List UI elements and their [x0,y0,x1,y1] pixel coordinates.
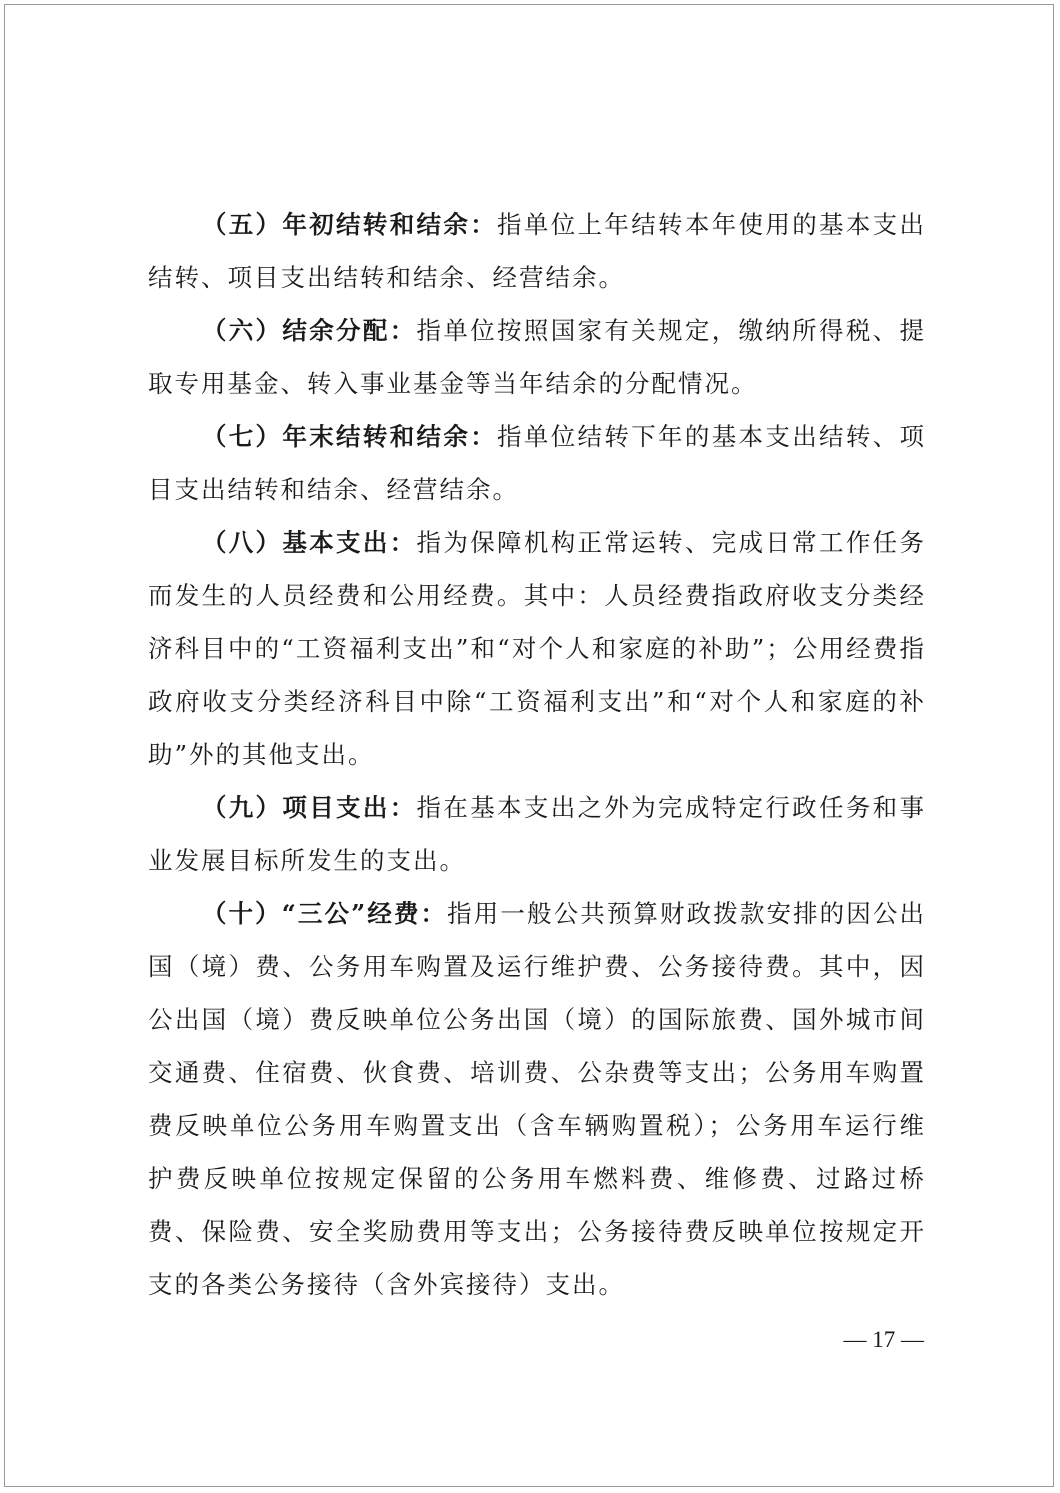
term-definition: 指用一般公共预算财政拨款安排的因公出国（境）费、公务用车购置及运行维护费、公务接待费。其中，因公出国（境）费反映单位公务出国（境）的国际旅费、国外城市间交通费、住宿费、伙食费、培训费、公杂费等支出；公务用车购置费反映单位公务用车购置支出（含车辆购置税）；公务用车运行维护费反映单位按规定保留的公务用车燃料费、维修费、过路过桥费、保险费、安全奖励费用等支出；公务接待费反映单位按规定开支的各类公务接待（含外宾接待）支出。 [148,899,927,1299]
term-label: （七）年末结转和结余： [201,422,498,451]
paragraph-year-start-carryover [148,198,926,304]
paragraph-basic-expenditure [148,516,926,781]
term-label: （十）“三公”经费： [201,899,448,928]
paragraph-three-public-expenses [148,887,926,1311]
term-label: （五）年初结转和结余： [201,210,498,239]
term-label: （六）结余分配： [201,316,417,345]
term-label: （九）项目支出： [201,793,417,822]
paragraph-year-end-carryover [148,410,926,516]
term-definition: 指单位结转下年的基本支出结转、项目支出结转和结余、经营结余。 [148,422,927,504]
term-definition: 指在基本支出之外为完成特定行政任务和事业发展目标所发生的支出。 [148,793,927,875]
page-number: — 17 — [843,1327,924,1352]
term-definition: 指单位按照国家有关规定，缴纳所得税、提取专用基金、转入事业基金等当年结余的分配情况。 [148,316,927,398]
term-definition: 指为保障机构正常运转、完成日常工作任务而发生的人员经费和公用经费。其中：人员经费指政府收支分类经济科目中的“工资福利支出”和“对个人和家庭的补助”；公用经费指政府收支分类经济科目中除“工资福利支出”和“对个人和家庭的补助”外的其他支出。 [148,528,927,769]
paragraph-surplus-distribution [148,304,926,410]
document-body [148,198,926,1311]
term-label: （八）基本支出： [201,528,417,557]
term-definition: 指单位上年结转本年使用的基本支出结转、项目支出结转和结余、经营结余。 [148,210,927,292]
paragraph-project-expenditure [148,781,926,887]
